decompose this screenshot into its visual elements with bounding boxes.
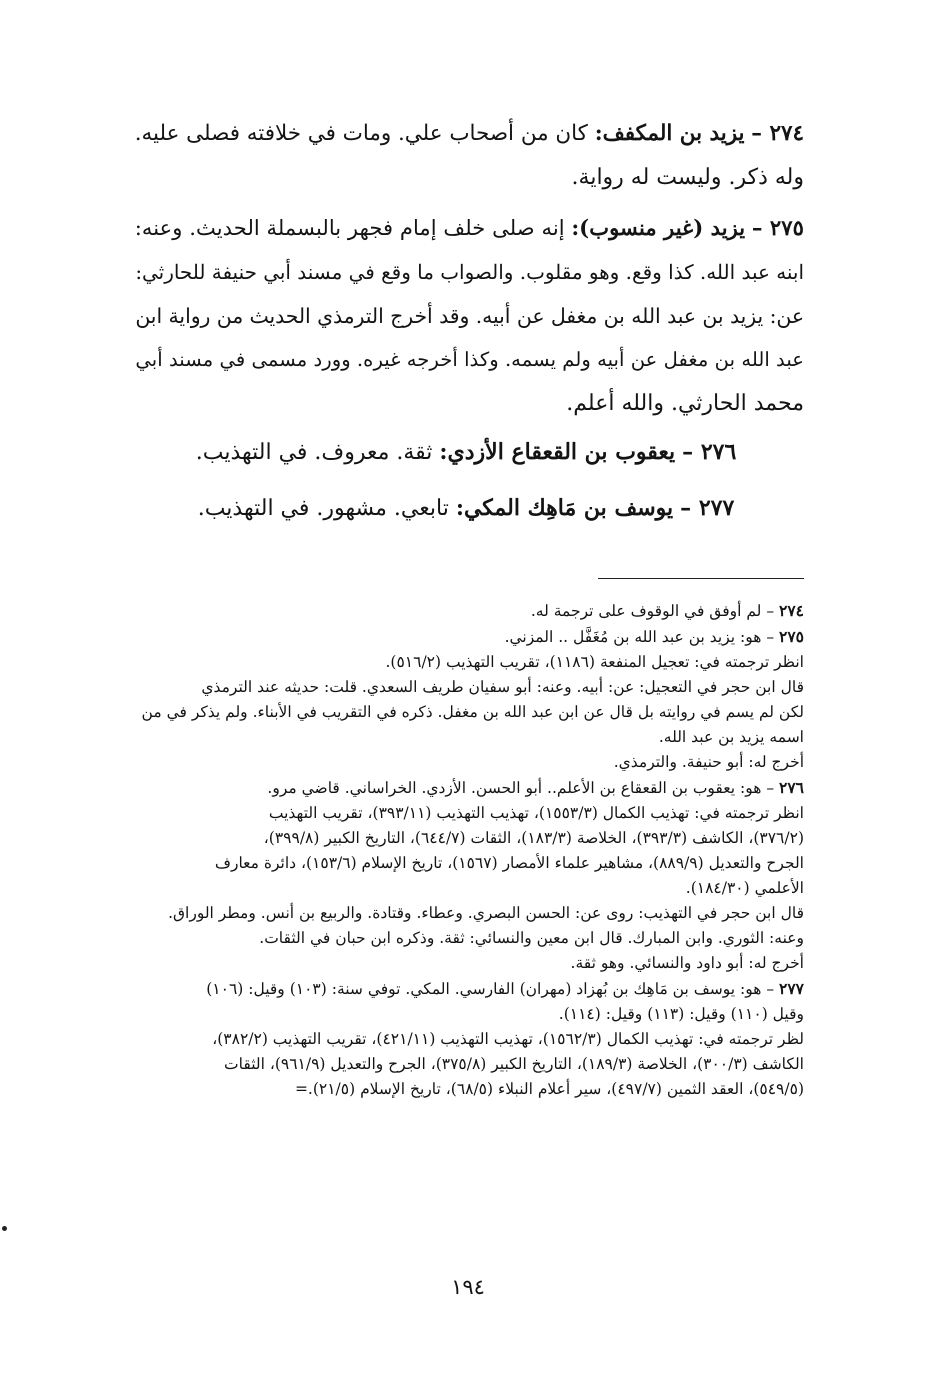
entry-line	[128, 294, 804, 338]
entry-number: ٢٧٦ –	[682, 439, 737, 465]
entry-name: يزيد (غير منسوب):	[571, 215, 746, 240]
footnote-text: اسمه يزيد بن عبد الله.	[658, 728, 804, 746]
footnote-text: انظر ترجمته في: تهذيب الكمال (١٥٥٣/٣)، تهذيب التهذيب (٣٩٣/١١)، تقريب التهذيب	[268, 804, 804, 822]
footnote-line	[128, 650, 804, 675]
entry-text: عبد الله بن مغفل عن أبيه ولم يسمه. وكذا أخرجه غيره. وورد مسمى في مسند أبي	[135, 348, 804, 371]
footnote-line	[128, 876, 804, 901]
footnote-text: (٥٤٩/٥)، العقد الثمين (٤٩٧/٧)، سير أعلام النبلاء (٦٨/٥)، تاريخ الإسلام (٢١/٥).=	[294, 1080, 804, 1098]
footnote-text: انظر ترجمته في: تعجيل المنفعة (١١٨٦)، تقريب التهذيب (٥١٦/٢).	[385, 653, 804, 671]
footnote-line	[128, 801, 804, 826]
footnotes	[128, 598, 804, 1102]
footnote-line	[128, 951, 804, 976]
footnote-line	[128, 725, 804, 750]
footnote-text: الكاشف (٣٠٠/٣)، الخلاصة (١٨٩/٣)، التاريخ الكبير (٣٧٥/٨)، الجرح والتعديل (٩٦١/٩)، الثقات	[224, 1055, 804, 1073]
footnote-line	[128, 1052, 804, 1077]
footnote-text: لظر ترجمته في: تهذيب الكمال (١٥٦٢/٣)، تهذيب التهذيب (٤٢١/١١)، تقريب التهذيب (٣٨٢/٢)،	[212, 1030, 804, 1048]
footnote-text: وقيل (١١٠) وقيل: (١١٣) وقيل: (١١٤).	[558, 1005, 804, 1023]
entry-name: يزيد بن المكفف:	[594, 121, 745, 146]
footnote-separator	[598, 578, 804, 579]
entry-line	[128, 156, 804, 200]
footnote-text: – هو: يزيد بن عبد الله بن مُغَفَّل .. المزني.	[504, 628, 775, 646]
footnote-text: – لم أوفق في الوقوف على ترجمة له.	[530, 602, 775, 620]
footnote-line	[128, 1077, 804, 1102]
footnote-line	[128, 624, 804, 650]
scan-speck	[2, 1226, 7, 1231]
entry-line	[128, 250, 804, 294]
footnote-line	[128, 598, 804, 624]
entry-line	[128, 338, 804, 382]
footnote-text: (٣٧٦/٢)، الكاشف (٣٩٣/٣)، الخلاصة (١٨٣/٣)، الثقات (٦٤٤/٧)، التاريخ الكبير (٣٩٩/٨)،	[263, 829, 804, 847]
entry-text: ثقة. معروف. في التهذيب.	[195, 440, 433, 465]
entry-number: ٢٧٧ –	[680, 495, 735, 521]
footnote-line	[128, 675, 804, 700]
entry-line	[128, 206, 804, 250]
entry-number: ٢٧٤ –	[751, 121, 804, 146]
footnote-text: الأعلمي (١٨٤/٣٠).	[685, 879, 804, 897]
entry-text: وله ذكر. وليست له رواية.	[571, 165, 804, 190]
entry-276	[128, 430, 804, 475]
footnote-text: – هو: يوسف بن مَاهِك بن بُهزاد (مهران) الفارسي. المكي. توفي سنة: (١٠٣) وقيل: (١٠٦)	[206, 980, 775, 998]
entry-274	[128, 112, 804, 200]
entry-277	[128, 486, 804, 531]
footnote-number: ٢٧٧	[779, 979, 804, 998]
entry-text: عن: يزيد بن عبد الله بن مغفل عن أبيه. وقد أخرج الترمذي الحديث من رواية ابن	[135, 304, 804, 328]
footnote-line	[128, 1027, 804, 1052]
entry-line	[128, 486, 804, 531]
footnote-number: ٢٧٥	[779, 627, 804, 646]
entry-text: ابنه عبد الله. كذا وقع. وهو مقلوب. والصواب ما وقع في مسند أبي حنيفة للحارثي:	[135, 260, 804, 284]
footnote-number: ٢٧٤	[779, 601, 804, 620]
footnote-text: – هو: يعقوب بن القعقاع بن الأعلم.. أبو الحسن. الأزدي. الخراساني. قاضي مرو.	[267, 779, 775, 797]
footnote-line	[128, 775, 804, 801]
entry-text: محمد الحارثي. والله أعلم.	[566, 391, 804, 416]
footnote-line	[128, 700, 804, 725]
footnote-number: ٢٧٦	[779, 778, 804, 797]
footnote-text: أخرج له: أبو داود والنسائي. وهو ثقة.	[570, 954, 804, 972]
footnote-line	[128, 826, 804, 851]
entry-name: يعقوب بن القعقاع الأزدي:	[439, 439, 676, 465]
entry-text: كان من أصحاب علي. ومات في خلافته فصلى عليه.	[134, 121, 588, 146]
footnote-line	[128, 901, 804, 926]
entry-text: تابعي. مشهور. في التهذيب.	[197, 496, 449, 521]
entry-line	[128, 112, 804, 156]
footnote-text: قال ابن حجر في التهذيب: روى عن: الحسن البصري. وعطاء. وقتادة. والربيع بن أنس. ومطر الوراق.	[168, 904, 804, 922]
footnote-line	[128, 976, 804, 1002]
page-number: ١٩٤	[451, 1275, 485, 1299]
entry-number: ٢٧٥ –	[751, 215, 804, 240]
footnote-text: وعنه: الثوري. وابن المبارك. قال ابن معين والنسائي: ثقة. وذكره ابن حبان في الثقات.	[259, 929, 804, 947]
footnote-text: قال ابن حجر في التعجيل: عن: أبيه. وعنه: أبو سفيان طريف السعدي. قلت: حديثه عند الترمذي	[201, 678, 804, 696]
footnote-line	[128, 750, 804, 775]
entry-text: إنه صلى خلف إمام فجهر بالبسملة الحديث. وعنه:	[134, 215, 565, 240]
footnote-line	[128, 1002, 804, 1027]
entry-line	[128, 382, 804, 426]
footnote-text: أخرج له: أبو حنيفة. والترمذي.	[613, 753, 804, 771]
footnote-text: الجرح والتعديل (٨٨٩/٩)، مشاهير علماء الأمصار (١٥٦٧)، تاريخ الإسلام (١٥٣/٦)، دائرة معارف	[214, 854, 804, 872]
entry-line	[128, 430, 804, 475]
entry-275	[128, 206, 804, 426]
footnote-line	[128, 851, 804, 876]
footnote-line	[128, 926, 804, 951]
entry-name: يوسف بن مَاهِك المكي:	[455, 495, 674, 521]
footnote-text: لكن لم يسم في روايته بل قال عن ابن عبد الله بن مغفل. ذكره في التقريب في الأبناء. ولم يذكر في من	[141, 703, 804, 721]
